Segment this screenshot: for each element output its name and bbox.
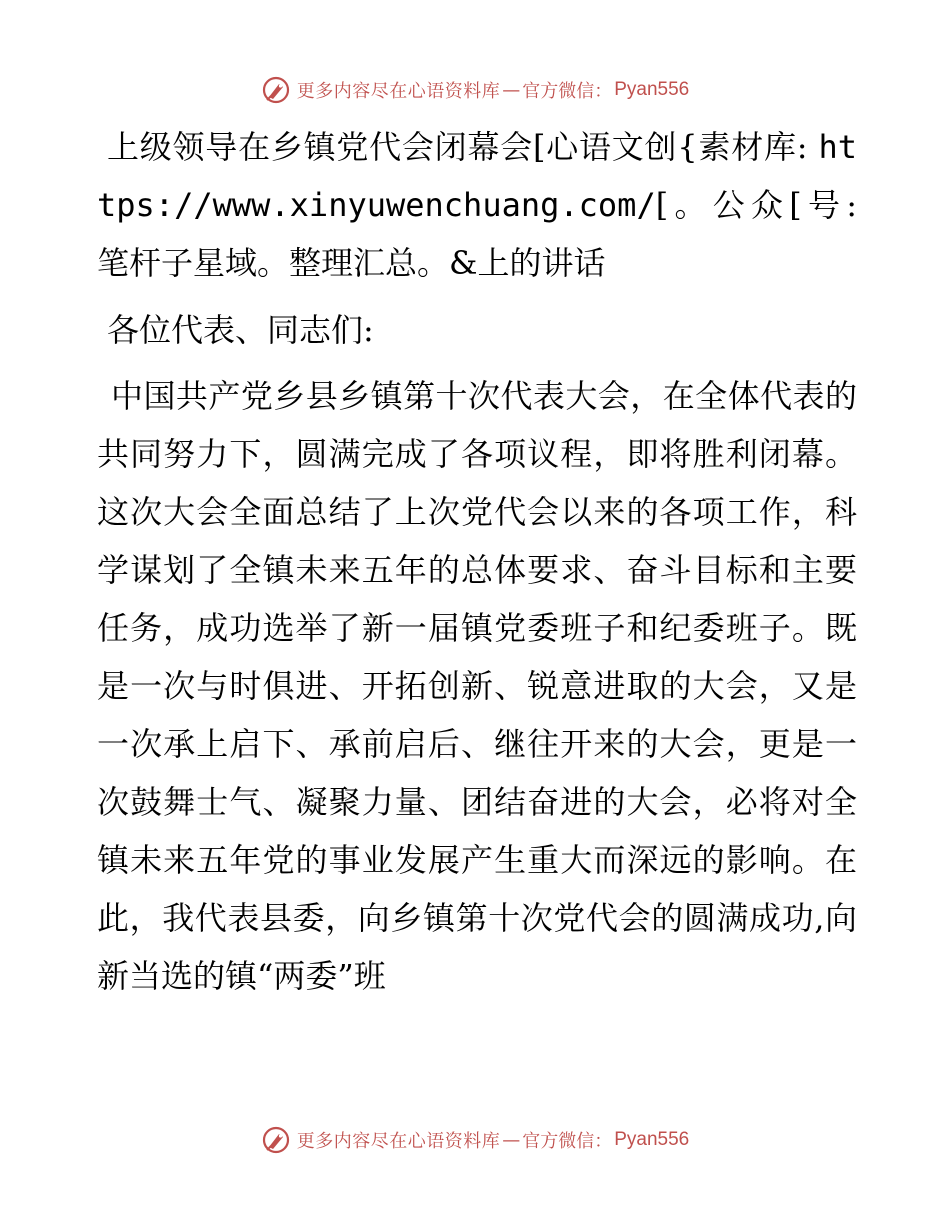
watermark-official-label: 官方微信： xyxy=(522,81,613,102)
watermark-wechat-id: Pyan556 xyxy=(614,1129,690,1150)
body-paragraph: 中国共产党乡县乡镇第十次代表大会，在全体代表的共同努力下，圆满完成了各项议程，即将胜利闭幕。这次大会全面总结了上次党代会以来的各项工作，科学谋划了全镇未来五年的总体要求、奋斗目标和主要任务，成功选举了新一届镇党委班子和纪委班子。既是一次与时俱进、开拓创新、锐意进取的大会，又是一次承上启下、承前启后、继往开来的大会，更是一次鼓舞士气、凝聚力量、团结奋进的大会，必将对全镇未来五年党的事业发展产生重大而深远的影响。在此，我代表县委，向乡镇第十次党代会的圆满成功,向新当选的镇“两委”班 xyxy=(97,377,857,995)
pen-nib-logo-icon xyxy=(261,75,291,105)
watermark-main-text: 更多内容尽在心语资料库 xyxy=(296,81,501,102)
pen-nib-logo-icon xyxy=(261,1125,291,1155)
title-url: https://www.xinyuwenchuang.com/ xyxy=(97,128,857,224)
watermark-wechat-id: Pyan556 xyxy=(614,79,690,100)
watermark-separator: — xyxy=(502,1129,521,1151)
footer-watermark xyxy=(0,1120,950,1160)
document-title xyxy=(97,118,857,292)
greeting-line: 各位代表、同志们: xyxy=(107,311,374,349)
title-text-start: 上级领导在乡镇党代会闭幕会[心语文创{素材库: xyxy=(107,128,819,166)
document-body xyxy=(97,118,857,1005)
header-watermark xyxy=(0,70,950,110)
watermark-separator: — xyxy=(502,79,521,101)
watermark-main-text: 更多内容尽在心语资料库 xyxy=(296,1131,501,1152)
title-text-end: [。公众[号: 笔杆子星域。整理汇总。&上的讲话 xyxy=(97,186,857,282)
watermark-official-label: 官方微信： xyxy=(522,1131,613,1152)
